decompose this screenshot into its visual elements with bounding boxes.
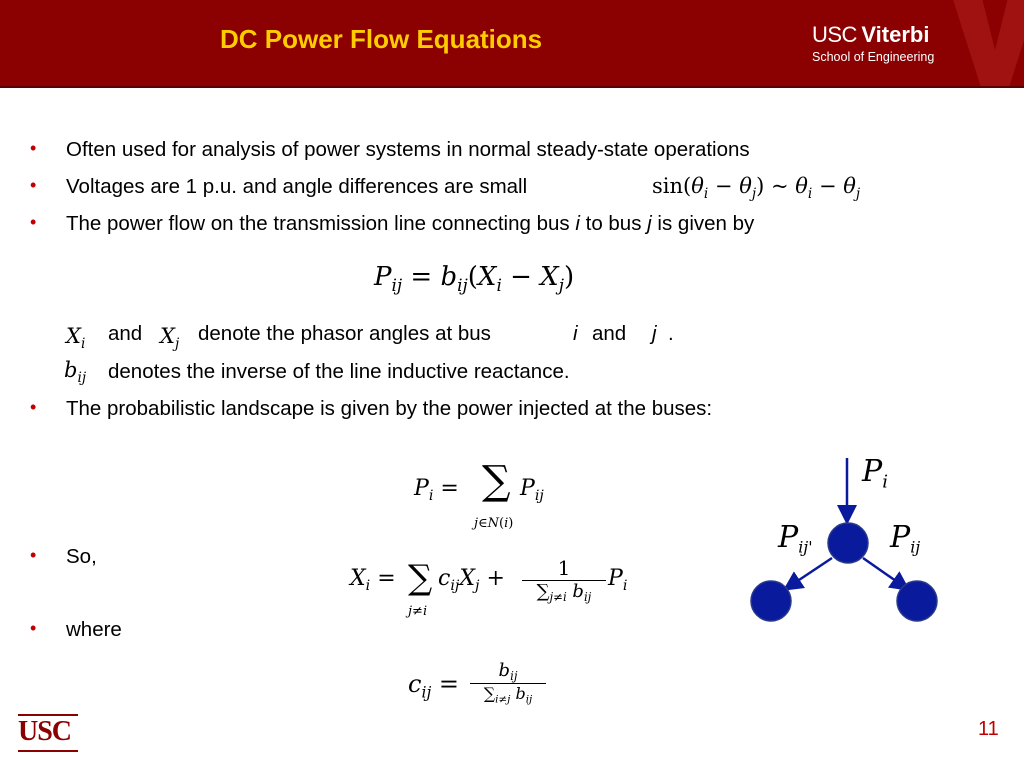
bullet-text: Voltages are 1 p.u. and angle differences are small [66, 175, 528, 198]
bullet-icon: • [30, 545, 37, 565]
diagram-label-pi: $P_i$ [862, 454, 888, 493]
bullet-text: The probabilistic landscape is given by the power injected at the buses: [66, 397, 713, 420]
logo-viterbi: Viterbi [861, 22, 930, 47]
xj-symbol: $X_j$ [160, 324, 180, 352]
small-angle-equation: $\sin(\theta_i - \theta_j)$ ~ $\theta_i - \theta_j$ [652, 174, 861, 202]
bullet-text: So, [66, 545, 97, 568]
bus-i: i [575, 212, 580, 235]
note-and-2: and [592, 322, 627, 345]
note-phasor: denote the phasor angles at bus [198, 322, 491, 345]
pij-equation: $P_{ij} = b_{ij}(X_i - X_j)$ [374, 262, 575, 295]
usc-footer-logo: USC [18, 714, 78, 754]
diagram-label-pij-prime: $P_{ij'}$ [778, 520, 813, 557]
sum-index: j≠i [408, 604, 428, 619]
right-arrow [863, 558, 906, 588]
xi-symbol: $X_i$ [66, 324, 86, 352]
xi-equation: $X_i$ = [350, 566, 396, 594]
usc-viterbi-logo [800, 0, 1024, 86]
sum-symbol: ∑ [408, 558, 433, 598]
sum-index: j∈N(i) [474, 516, 514, 531]
pi-term: $P_i$ [608, 566, 628, 594]
pij-term: $P_{ij}$ [520, 476, 544, 504]
right-bus-node [897, 581, 937, 621]
note-and: and [108, 322, 143, 345]
note-inverse: denotes the inverse of the line inductive reactance. [108, 360, 570, 383]
note-period: . [668, 322, 674, 345]
bullet-text: where [66, 618, 122, 641]
cij-equation: $c_{ij}$ = [408, 670, 460, 702]
left-arrow [787, 558, 832, 588]
bullet-icon: • [30, 212, 37, 232]
pi-sum-equation: $P_i$ = [414, 476, 459, 504]
note-bus-j: j [652, 322, 657, 345]
cij-fraction: $b_{ij}$ $\sum_{i\ne j}$ $b_{ij}$ [470, 660, 546, 706]
viterbi-v-icon [950, 0, 1024, 86]
bullet-icon: • [30, 618, 37, 638]
bullet-text: to bus [579, 212, 648, 235]
sum-symbol: ∑ [482, 458, 511, 504]
bus-j: j [647, 212, 652, 235]
logo-usc: USC [812, 22, 857, 47]
bullet-icon: • [30, 138, 37, 158]
bullet-text: The power flow on the transmission line connecting bus [66, 212, 576, 235]
slide-title: DC Power Flow Equations [220, 24, 543, 54]
page-number: 11 [978, 718, 999, 740]
cij-xj-term: $c_{ij}X_j$ + [438, 566, 505, 594]
note-bus-i: i [573, 322, 578, 345]
bullet-text: is given by [651, 212, 755, 235]
header-divider [0, 86, 1024, 88]
header-bar [0, 0, 1024, 86]
bullet-icon: • [30, 397, 37, 417]
diagram-label-pij: $P_{ij}$ [890, 520, 921, 557]
bij-symbol: $b_{ij}$ [64, 358, 87, 386]
fraction: 1 $\sum_{j\ne i}$ $b_{ij}$ [522, 556, 606, 604]
bullet-text: Often used for analysis of power systems in normal steady-state operations [66, 138, 750, 161]
left-bus-node [751, 581, 791, 621]
center-bus-node [828, 523, 868, 563]
bullet-icon: • [30, 175, 37, 195]
logo-subtitle: School of Engineering [812, 50, 935, 64]
